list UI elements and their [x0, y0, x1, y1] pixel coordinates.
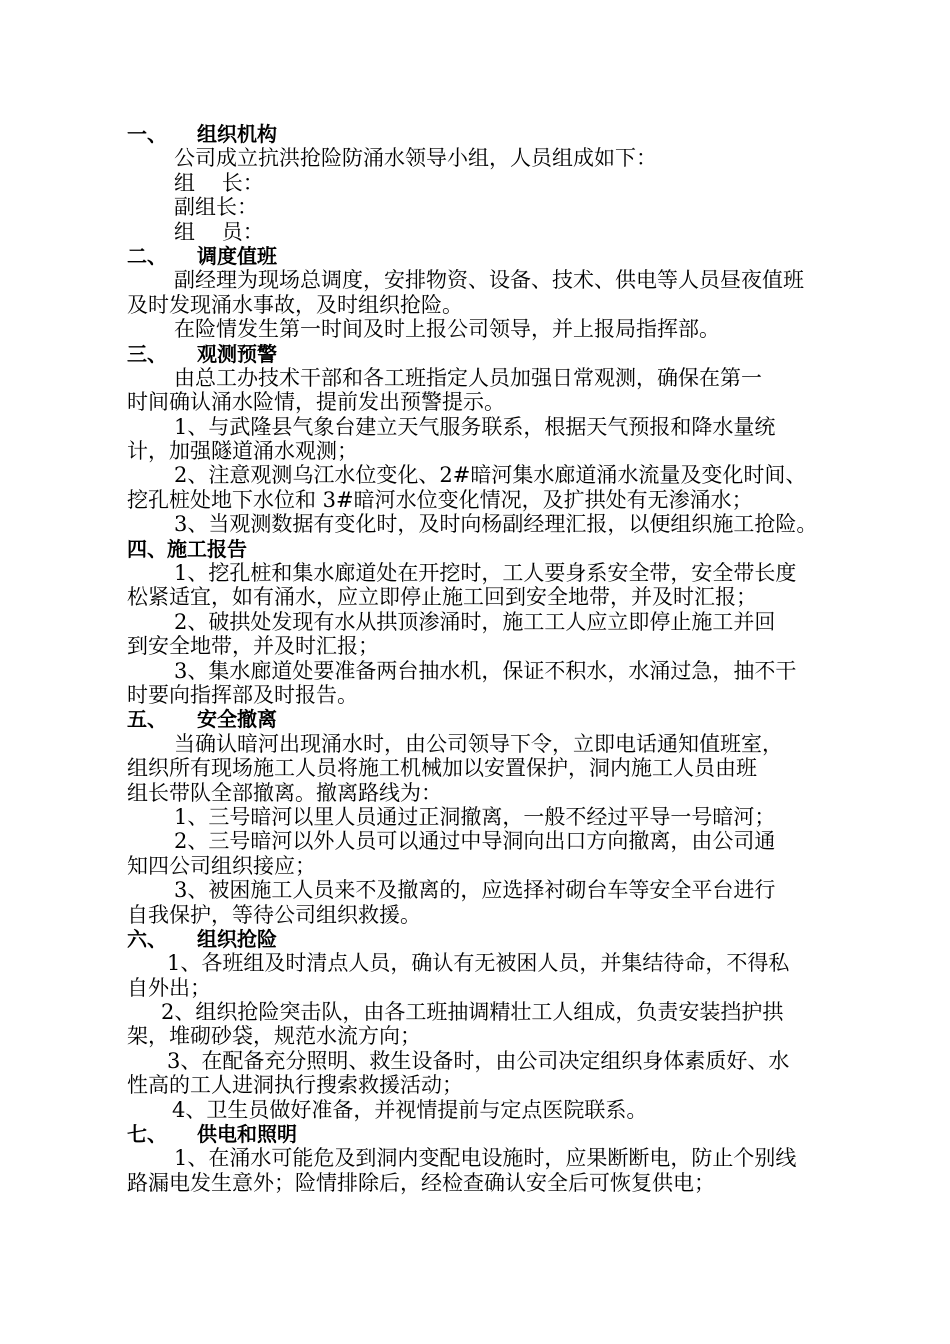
paragraph-line: 3、当观测数据有变化时，及时向杨副经理汇报，以便组织施工抢险。	[174, 512, 818, 537]
paragraph-line: 知四公司组织接应；	[127, 853, 316, 878]
paragraph-line: 组织所有现场施工人员将施工机械加以安置保护，洞内施工人员由班	[127, 756, 757, 781]
paragraph-line: 组长带队全部撤离。撤离路线为：	[127, 780, 442, 805]
section-title: 供电和照明	[197, 1122, 297, 1147]
paragraph-line: 性高的工人进洞执行搜索救援活动；	[127, 1073, 463, 1098]
paragraph-line: 公司成立抗洪抢险防涌水领导小组，人员组成如下：	[174, 146, 657, 171]
section-heading-5	[127, 707, 867, 731]
section-number: 四、	[127, 536, 167, 561]
paragraph-line: 4、卫生员做好准备，并视情提前与定点医院联系。	[172, 1097, 648, 1122]
paragraph-line: 1、三号暗河以里人员通过正洞撤离，一般不经过平导一号暗河；	[174, 804, 776, 829]
paragraph-line: 自外出；	[127, 975, 211, 1000]
paragraph-line: 到安全地带，并及时汇报；	[127, 634, 379, 659]
section-heading-3	[127, 342, 867, 366]
section-number: 一、	[127, 122, 167, 146]
paragraph-line: 3、集水廊道处要准备两台抽水机，保证不积水，水涌过急，抽不干	[174, 658, 797, 683]
paragraph-line: 1、各班组及时清点人员，确认有无被困人员，并集结待命，不得私	[167, 951, 790, 976]
paragraph-line: 组 员：	[174, 219, 264, 244]
section-title: 组织机构	[197, 122, 277, 146]
section-title: 施工报告	[167, 536, 247, 561]
paragraph-line: 3、在配备充分照明、救生设备时，由公司决定组织身体素质好、水	[167, 1048, 790, 1073]
paragraph-line: 计，加强隧道涌水观测；	[127, 439, 358, 464]
paragraph-line: 路漏电发生意外；险情排除后，经检查确认安全后可恢复供电；	[127, 1170, 715, 1195]
section-title: 安全撤离	[197, 707, 277, 732]
paragraph-line: 1、在涌水可能危及到洞内变配电设施时，应果断断电，防止个别线	[174, 1146, 797, 1171]
paragraph-line: 3、被困施工人员来不及撤离的，应选择衬砌台车等安全平台进行	[174, 878, 776, 903]
section-title: 组织抢险	[197, 926, 277, 951]
paragraph-line: 组 长：	[174, 170, 264, 195]
section-title: 观测预警	[197, 341, 277, 366]
paragraph-line: 当确认暗河出现涌水时，由公司领导下令，立即电话通知值班室，	[174, 731, 783, 756]
paragraph-line: 自我保护，等待公司组织救援。	[127, 902, 421, 927]
section-title: 调度值班	[197, 243, 277, 268]
paragraph-line: 时要向指挥部及时报告。	[127, 682, 358, 707]
paragraph-line: 2、注意观测乌江水位变化、2#暗河集水廊道涌水流量及变化时间、	[174, 463, 807, 488]
section-number: 六、	[127, 926, 167, 951]
section-heading-6	[127, 927, 867, 951]
section-heading-4	[127, 537, 867, 561]
paragraph-line: 2、破拱处发现有水从拱顶渗涌时，施工工人应立即停止施工并回	[174, 609, 776, 634]
paragraph-line: 及时发现涌水事故，及时组织抢险。	[127, 292, 463, 317]
paragraph-line: 副组长：	[174, 195, 258, 220]
paragraph-line: 由总工办技术干部和各工班指定人员加强日常观测，确保在第一	[174, 365, 762, 390]
paragraph-line: 松紧适宜，如有涌水，应立即停止施工回到安全地带，并及时汇报；	[127, 585, 757, 610]
paragraph-line: 时间确认涌水险情，提前发出预警提示。	[127, 390, 505, 415]
paragraph-line: 1、挖孔桩和集水廊道处在开挖时，工人要身系安全带，安全带长度	[174, 561, 797, 586]
section-number: 五、	[127, 707, 167, 732]
section-heading-2	[127, 244, 867, 268]
section-heading-7	[127, 1122, 867, 1146]
section-heading-1	[127, 122, 867, 146]
paragraph-line: 2、组织抢险突击队，由各工班抽调精壮工人组成，负责安装挡护拱	[161, 1000, 784, 1025]
section-number: 三、	[127, 341, 167, 366]
paragraph-line: 架，堆砌砂袋，规范水流方向；	[127, 1024, 421, 1049]
paragraph-line: 1、与武隆县气象台建立天气服务联系，根据天气预报和降水量统	[174, 414, 776, 439]
paragraph-line: 在险情发生第一时间及时上报公司领导，并上报局指挥部。	[174, 317, 720, 342]
paragraph-line: 挖孔桩处地下水位和 3#暗河水位变化情况，及扩拱处有无渗涌水；	[127, 487, 753, 512]
paragraph-line: 副经理为现场总调度，安排物资、设备、技术、供电等人员昼夜值班	[174, 268, 804, 293]
section-number: 二、	[127, 243, 167, 268]
document-body	[127, 122, 867, 1195]
section-number: 七、	[127, 1122, 167, 1147]
paragraph-line: 2、三号暗河以外人员可以通过中导洞向出口方向撤离，由公司通	[174, 829, 776, 854]
